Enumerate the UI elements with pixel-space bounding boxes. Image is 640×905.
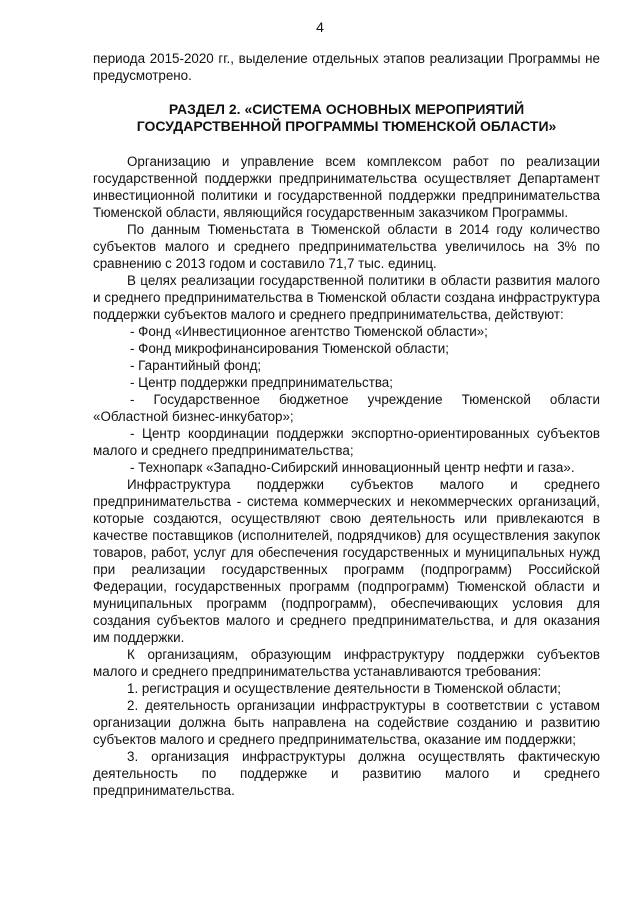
list-item: - Технопарк «Западно-Сибирский инновационный центр нефти и газа». — [130, 460, 575, 475]
list-item: - Центр поддержки предпринимательства; — [130, 375, 393, 390]
list-item: - Фонд микрофинансирования Тюменской области; — [130, 341, 449, 356]
section-heading-line-2: ГОСУДАРСТВЕННОЙ ПРОГРАММЫ ТЮМЕНСКОЙ ОБЛАСТИ» — [136, 118, 557, 134]
paragraph-statistics: По данным Тюменьстата в Тюменской области в 2014 году количество субъектов малого и среднего предпринимательства увеличилось на 3% по сравнению с 2013 годом и составило 71,7 тыс. единиц. — [93, 222, 600, 271]
list-item: - Центр координации поддержки экспортно-ориентированных субъектов малого и среднего предпринимательства; — [93, 426, 600, 458]
list-item: - Государственное бюджетное учреждение Тюменской области «Областной бизнес-инкубатор»; — [93, 392, 600, 424]
list-item: - Гарантийный фонд; — [130, 358, 262, 373]
paragraph-infrastructure-intro: В целях реализации государственной политики в области развития малого и среднего предпринимательства в Тюменской области создана инфраструктура поддержки субъектов малого и среднего предпринимательства, действуют: — [93, 273, 600, 322]
list-item: - Фонд «Инвестиционное агентство Тюменской области»; — [130, 324, 488, 339]
intro-paragraph: периода 2015-2020 гг., выделение отдельных этапов реализации Программы не предусмотрено. — [93, 51, 600, 83]
requirement-item: 2. деятельность организации инфраструктуры в соответствии с уставом организации должна быть направлена на содействие созданию и развитию субъектов малого и среднего предпринимательства, оказание им поддержки; — [93, 698, 600, 747]
page-number: 4 — [316, 19, 324, 35]
section-heading — [93, 101, 600, 135]
paragraph-management: Организацию и управление всем комплексом работ по реализации государственной поддержки предпринимательства осуществляет Департамент инвестиционной политики и государственной поддержки предпринимательства Тюменской области, являющийся государственным заказчиком Программы. — [93, 154, 600, 220]
paragraph-requirements-intro: К организациям, образующим инфраструктуру поддержки субъектов малого и среднего предпринимательства устанавливаются требования: — [93, 647, 600, 679]
requirement-item: 3. организация инфраструктуры должна осуществлять фактическую деятельность по поддержке и развитию малого и среднего предпринимательства. — [93, 749, 600, 798]
document-body — [93, 50, 600, 799]
paragraph-infrastructure-definition: Инфраструктура поддержки субъектов малого и среднего предпринимательства - система коммерческих и некоммерческих организаций, которые создаются, осуществляют свою деятельность или привлекаются в качестве поставщиков (исполнителей, подрядчиков) для осуществления закупок товаров, работ, услуг для обеспечения государственных и муниципальных нужд при реализации государственных программ (подпрограмм) Российской Федерации, государственных программ (подпрограмм) Тюменской области и муниципальных программ (подпрограмм), обеспечивающих условия для создания субъектов малого и среднего предпринимательства, и для оказания им поддержки. — [93, 477, 600, 645]
requirement-item: 1. регистрация и осуществление деятельности в Тюменской области; — [127, 681, 561, 696]
section-heading-line-1: РАЗДЕЛ 2. «СИСТЕМА ОСНОВНЫХ МЕРОПРИЯТИЙ — [168, 101, 525, 117]
